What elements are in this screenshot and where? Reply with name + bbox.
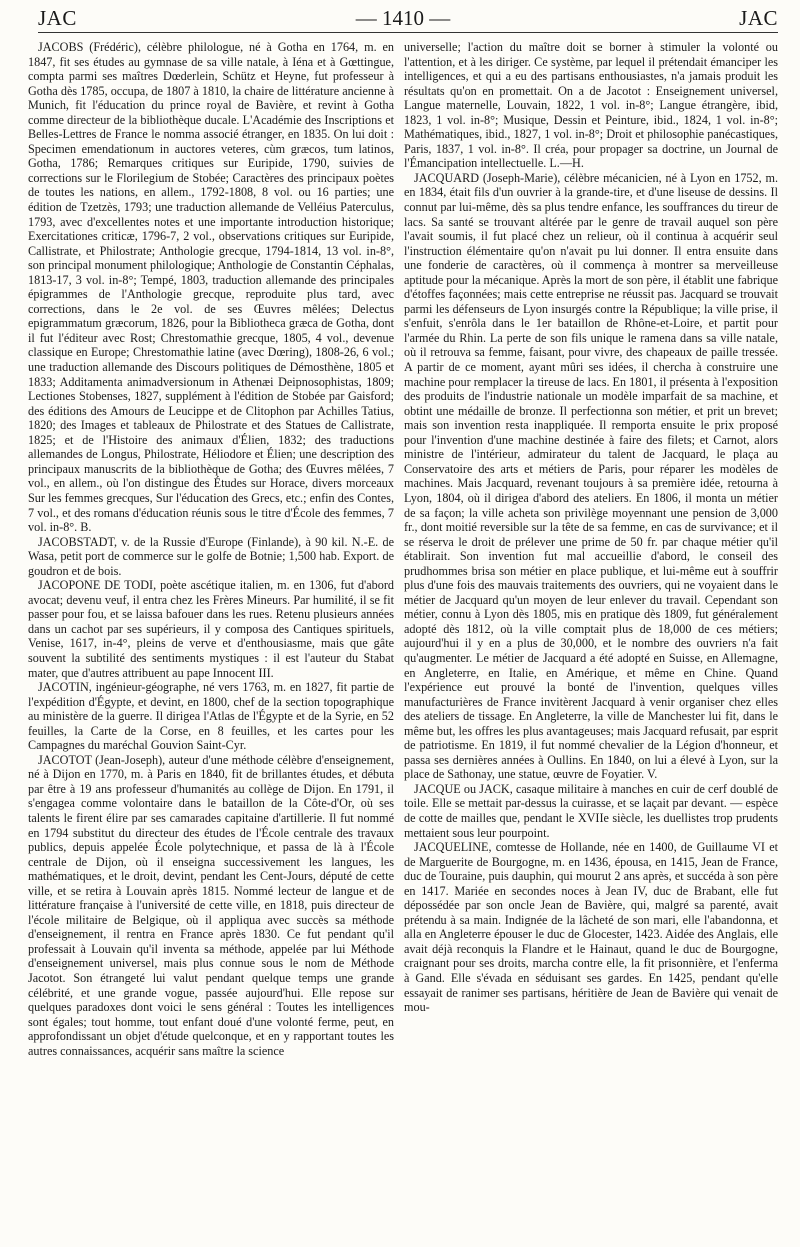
right-column [404, 40, 778, 1240]
entry-jacotot: JACOTOT (Jean-Joseph), auteur d'une méthode célèbre d'enseignement, né à Dijon en 1770, m. à Paris en 1840, fit de brillantes études, et débuta par être à 19 ans professeur d'humanités au collège de Dijon. En 1791, il s'engagea comme volontaire dans le bataillon de la Côte-d'Or, où ses talents le firent élire par ses camarades capitaine d'artillerie. Il fut nommé en 1794 substitut du directeur des études de l'École centrale des travaux publics, depuis appelée École polytechnique, et passa de là à l'École centrale de Dijon, où il enseigna successivement les langues, les mathématiques, et le droit, devint, pendant les Cent-Jours, député de cette ville, et se retira à Louvain après 1815. Nommé lecteur de langue et de littérature française à l'université de cette ville, en 1818, puis directeur de l'école militaire de Belgique, où il appliqua avec succès sa méthode d'enseignement, il rentra en France après 1830. Ce fut pendant qu'il professait à Louvain qu'il inventa sa méthode, appelée par lui Méthode d'enseignement universel, mais plus connue sous le nom de Méthode Jacotot. Son étrangeté lui valut pendant quelque temps une grande célébrité, et une grande vogue, passée aujourd'hui. Elle repose sur quelques paradoxes dont voici le sens général : Toutes les intelligences sont égales; tout homme, tout enfant doué d'une volonté ferme, peut, en approfondissant un objet d'étude quelconque, et en y rapportant toutes les autres connaissances, acquérir sans maître la science [28, 752, 394, 1058]
running-header [28, 6, 778, 32]
header-rule [38, 32, 778, 33]
entry-jacotin: JACOTIN, ingénieur-géographe, né vers 1763, m. en 1827, fit partie de l'expédition d'Égypte, et devint, en 1800, chef de la section topographique au ministère de la guerre. Il dirigea l'Atlas de l'Égypte et de la Syrie, en 52 feuilles, la Carte de la Corse, en 8 feuilles, et les cartes pour les Campagnes du maréchal Gouvion Saint-Cyr. [28, 680, 394, 753]
entry-jacque: JACQUE ou JACK, casaque militaire à manches en cuir de cerf doublé de toile. Elle se mettait par-dessus la cuirasse, et se laçait par devant. — espèce de cotte de mailles que, pendant le XVIIe siècle, les duellistes trop prudents mettaient sous leur pourpoint. [404, 781, 778, 840]
page-number: — 1410 — [355, 6, 451, 30]
header-right-keyword: JAC [739, 6, 778, 30]
entry-jacquard: JACQUARD (Joseph-Marie), célèbre mécanicien, né à Lyon en 1752, m. en 1834, était fils d'un ouvrier à la grande-tire, et d'une liseuse de dessins. Il connut par lui-même, dès sa plus tendre enfance, les souffrances du tireur de lacs. Sa santé se trouvant altérée par le genre de travail auquel son père l'avait soumis, il fut placé chez un relieur, où il continua à acquérir seul l'instruction élémentaire qu'on n'avait pu lui donner. Il entra ensuite dans une fonderie de caractères, où il commença à montrer sa merveilleuse aptitude pour la mécanique. Après la mort de son père, il établit une fabrique d'étoffes façonnées; mais cette entreprise ne réussit pas. Jacquard se trouvait parmi les défenseurs de Lyon insurgés contre la République; la ville prise, il s'enfuit, s'enrôla dans le 1er bataillon de Rhône-et-Loire, et partit pour l'armée du Rhin. La perte de son fils unique le ramena dans sa ville natale, où il retrouva sa femme, faisant, pour vivre, des chapeaux de paille tressée. A partir de ce moment, ayant mûri ses idées, il chercha à construire une machine pour remplacer la tireuse de lacs. En 1801, il présenta à l'exposition des produits de l'industrie nationale un modèle imparfait de sa machine, et obtint une médaille de bronze. Il perfectionna son métier, et prit un brevet; mais son invention resta inappliquée. Il remporta ensuite le prix proposé pour l'invention d'une machine destinée à faire des filets; et Carnot, alors ministre de l'intérieur, admirateur du talent de Jacquard, le plaça au Conservatoire des arts et métiers de Paris, pour réparer les modèles de machines. Mais Jacquard, revenant toujours à sa première idée, retourna à Lyon, 1804, où il dirigea d'abord des ateliers. En 1806, il monta un métier de sa façon; la ville acheta son privilège moyennant une pension de 3,000 fr., dont moitié reversible sur la tête de sa femme, en cas de survivance; et il se réserva le droit de prélever une prime de 50 fr. par chaque métier qu'il établirait. Son invention fut mal accueillie d'abord, le conseil des prudhommes brisa son métier en place publique, et lui-même eut à souffrir plus d'une fois des mauvais traitements des ouvriers, qui ne voyaient dans le métier de Jacquard qu'un moyen de leur enlever du travail. Cependant son métier, connu à Lyon dès 1805, mis en pratique dès 1809, fut généralement adopté dès 1812, où la ville comptait plus de 18,000 de ces métiers; aujourd'hui il y en a plus de 30,000, et le nombre des ouvriers n'a fait qu'augmenter. Le métier de Jacquard a été adopté en Suisse, en Allemagne, en Angleterre, en Italie, en Amérique, et même en Chine. Quand l'expérience eut prouvé la bonté de l'invention, quelques villes manufacturières de France invitèrent Jacquard à venir organiser chez elles des ateliers de tissage. En Angleterre, la ville de Manchester lui fit, dans le même but, les offres les plus avantageuses; mais Jacquard refusait, par esprit de patriotisme. En 1819, il fut nommé chevalier de la Légion d'honneur, et passa ses dernières années à Oullins. En 1840, on lui a élevé à Lyon, sur la place de Sathonay, une statue, œuvre de Foyatier. V. [404, 170, 778, 782]
entry-jacqueline: JACQUELINE, comtesse de Hollande, née en 1400, de Guillaume VI et de Marguerite de Bourgogne, m. en 1436, épousa, en 1415, Jean de France, duc de Touraine, puis dauphin, qui mourut 2 ans après, et succéda à son père en 1417. Mariée en secondes noces à Jean IV, duc de Brabant, elle fut dépossédée par son oncle Jean de Bavière, qui, malgré sa parenté, avait prétendu à sa main. Indignée de la lâcheté de son mari, elle l'abandonna, et alla en Angleterre épouser le duc de Glocester, 1423. Aidée des Anglais, elle avait déjà reconquis la Flandre et le Hainaut, quand le duc de Bourgogne, craignant pour ses droits, marcha contre elle, la fit prisonnière, et l'enferma à Gand. Elle s'évada en séduisant ses gardes. En 1425, pendant qu'elle essayait de ranimer ses partisans, héritière de Jean de Bavière qui venait de mou- [404, 840, 778, 1015]
entry-jacotot-continued: universelle; l'action du maître doit se borner à stimuler la volonté ou l'attention, et à les diriger. Ce système, par lequel il prétendait émanciper les intelligences, et qui a eu des partisans enthousiastes, n'a jamais produit les résultats qu'on en promettait. On a de Jacotot : Enseignement universel, Langue maternelle, Louvain, 1822, 1 vol. in-8°; Langue étrangère, ibid, 1823, 1 vol. in-8°; Musique, Dessin et Peinture, ibid., 1824, 1 vol. in-8°; Mathématiques, ibid., 1827, 1 vol. in-8°; Droit et philosophie panécastiques, Paris, 1837, 1 vol. in-8°. Il créa, pour propager sa doctrine, un Journal de l'Émancipation intellectuelle. L.—H. [404, 40, 778, 171]
entry-jacobstadt: JACOBSTADT, v. de la Russie d'Europe (Finlande), à 90 kil. N.-E. de Wasa, petit port de commerce sur le golfe de Botnie; 1,500 hab. Export. de goudron et de bois. [28, 534, 394, 578]
entry-jacopone-de-todi: JACOPONE DE TODI, poète ascétique italien, m. en 1306, fut d'abord avocat; devenu veuf, il entra chez les Frères Mineurs. Par humilité, il se fit passer pour fou, et se laissa bafouer dans les rues. Retenu plusieurs années dans un cachot par ses supérieurs, il y composa des Cantiques spirituels, Venise, 1617, in-4°, pleins de verve et d'enthousiasme, mais que gâte souvent la subtilité des sentiments mystiques : il est l'auteur du Stabat mater, que d'autres attribuent au pape Innocent III. [28, 578, 394, 680]
header-left-keyword: JAC [38, 6, 77, 30]
entry-jacobs: JACOBS (Frédéric), célèbre philologue, né à Gotha en 1764, m. en 1847, fit ses études au gymnase de sa ville natale, à Iéna et à Gœttingue, compta parmi ses maîtres Dœderlein, Schütz et Heyne, fut professeur à Gotha dès 1785, occupa, de 1807 à 1810, la chaire de littérature ancienne à Munich, fit l'éducation du prince royal de Bavière, et revint à Gotha comme directeur de la bibliothèque ducale. L'Académie des Inscriptions et Belles-Lettres de France le nomma associé étranger, en 1835. On lui doit : Specimen emendationum in auctores veteres, cùm græcos, tum latinos, Gotha, 1786; Remarques critiques sur Euripide, 1790, suivies de corrections sur le Florilegium de Stobée; Caractères des principaux poètes de toutes les nations, en allem., 1792-1808, 8 vol. ou 16 parties; une édition de Tzetzès, 1793; une traduction allemande de Velléius Paterculus, 1793, avec d'excellentes notes et une importante introduction historique; Exercitationes criticæ, 1796-7, 2 vol., observations critiques sur Euripide, Callistrate, et Philostrate; Anthologie grecque, 1794-1814, 13 vol. in-8°, son principal monument philologique; Anthologie de Constantin Céphalas, 1813-17, 3 vol. in-8°; Tempé, 1803, traduction allemande des principales épigrammes de l'Anthologie grecque, reproduite plus tard, avec corrections, dans le 2e vol. de ses Œuvres mêlées; Delectus epigrammatum græcorum, 1826, pour la Bibliotheca græca de Gotha, dont il fut l'éditeur avec Rost; Chrestomathie grecque, 1805, 4 vol., devenue classique en Europe; Chrestomathie latine (avec Dœring), 1808-26, 6 vol.; une traduction allemande des Discours politiques de Démosthène, 1805 et 1833; Additamenta animadversionum in Athenæi Deipnosophistas, 1809; Lectiones Stobenses, 1827, supplément à l'édition de Stobée par Gaisford; des éditions des Amours de Leucippe et de Clitophon par Achilles Tatius, 1820; des Images et tableaux de Philostrate et des Statues de Callistrate, 1825; et de l'Histoire des animaux d'Élien, 1832; des traductions allemandes de Longus, Philostrate, Héliodore et Élien; une description des principaux manuscrits de la bibliothèque de Gotha; des Œuvres mêlées, 7 vol., en allem., où l'on distingue des Études sur Horace, divers morceaux Sur les femmes grecques, Sur l'éducation des Grecs, etc.; enfin des Contes, 7 vol., et des romans d'éducation réunis sous le titre d'École des femmes, 7 vol. in-8°. B. [28, 40, 394, 535]
left-column [28, 40, 394, 1240]
